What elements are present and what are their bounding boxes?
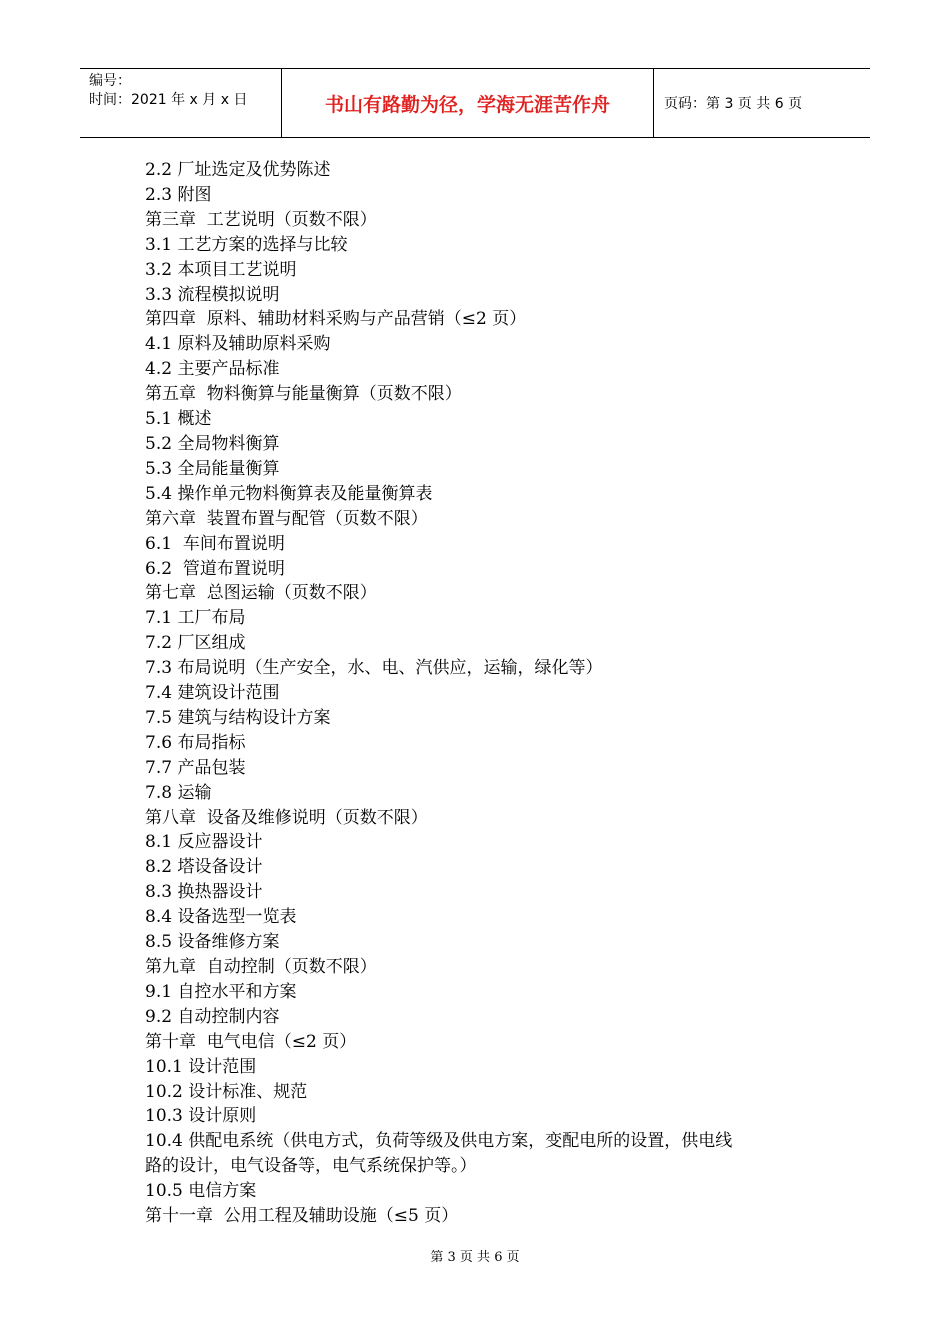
toc-line: 10.3 设计原则 xyxy=(145,1106,257,1127)
toc-line: 7.5 建筑与结构设计方案 xyxy=(145,707,331,728)
toc-line: 2.2 厂址选定及优势陈述 xyxy=(145,160,331,180)
toc-line: 第七章 总图运输（页数不限） xyxy=(145,583,377,604)
page-header xyxy=(80,68,870,138)
toc-line: 9.1 自控水平和方案 xyxy=(145,981,297,1002)
toc-line: 4.2 主要产品标准 xyxy=(145,359,280,380)
toc-line: 路的设计，电气设备等，电气系统保护等。） xyxy=(145,1156,477,1177)
toc-line: 5.2 全局物料衡算 xyxy=(145,433,280,454)
toc-line: 10.2 设计标准、规范 xyxy=(145,1081,308,1102)
toc-line: 10.1 设计范围 xyxy=(145,1056,257,1077)
toc-line: 6.2 管道布置说明 xyxy=(145,558,285,579)
toc-line: 7.3 布局说明（生产安全，水、电、汽供应，运输，绿化等） xyxy=(145,658,603,679)
toc-line: 第六章 装置布置与配管（页数不限） xyxy=(145,508,428,529)
toc-line: 8.5 设备维修方案 xyxy=(145,932,280,953)
header-left-cell xyxy=(80,69,282,137)
toc-line: 8.2 塔设备设计 xyxy=(145,857,263,878)
toc-line: 6.1 车间布置说明 xyxy=(145,533,285,554)
toc-line: 第九章 自动控制（页数不限） xyxy=(145,957,377,977)
toc-line: 10.5 电信方案 xyxy=(145,1181,257,1202)
toc-line: 7.1 工厂布局 xyxy=(145,608,246,629)
toc-line: 2.3 附图 xyxy=(145,184,212,205)
toc-line: 第五章 物料衡算与能量衡算（页数不限） xyxy=(145,384,462,405)
toc-line: 5.3 全局能量衡算 xyxy=(145,458,280,479)
toc-line: 第四章 原料、辅助材料采购与产品营销（≤2 页） xyxy=(145,309,527,330)
toc-line: 第八章 设备及维修说明（页数不限） xyxy=(145,807,428,828)
toc-line: 第十一章 公用工程及辅助设施（≤5 页） xyxy=(145,1206,459,1227)
toc-line: 8.4 设备选型一览表 xyxy=(145,907,297,928)
toc-line: 3.1 工艺方案的选择与比较 xyxy=(145,234,348,255)
toc-line: 7.7 产品包装 xyxy=(145,757,246,778)
toc-line: 7.8 运输 xyxy=(145,782,212,803)
header-page-info: 页码：第 3 页 共 6 页 xyxy=(664,96,803,112)
toc-line: 9.2 自动控制内容 xyxy=(145,1006,280,1027)
toc-line: 第三章 工艺说明（页数不限） xyxy=(145,209,377,230)
page-footer: 第 3 页 共 6 页 xyxy=(430,1250,520,1265)
toc-line: 第十章 电气电信（≤2 页） xyxy=(145,1031,357,1052)
time-label: 时间：2021 年 x 月 x 日 xyxy=(89,92,248,108)
toc-line: 7.2 厂区组成 xyxy=(145,633,246,654)
toc-line: 8.3 换热器设计 xyxy=(145,882,263,903)
toc-line: 3.3 流程模拟说明 xyxy=(145,284,280,305)
toc-line: 5.1 概述 xyxy=(145,409,212,430)
toc-line: 7.6 布局指标 xyxy=(145,732,246,753)
table-of-contents xyxy=(145,158,825,1229)
toc-line: 7.4 建筑设计范围 xyxy=(145,683,280,704)
header-motto: 书山有路勤为径，学海无涯苦作舟 xyxy=(282,69,654,137)
toc-line: 5.4 操作单元物料衡算表及能量衡算表 xyxy=(145,483,433,504)
number-label: 编号： xyxy=(89,73,131,89)
toc-line: 10.4 供配电系统（供电方式，负荷等级及供电方案，变配电所的设置，供电线 xyxy=(145,1131,733,1152)
toc-line: 8.1 反应器设计 xyxy=(145,832,263,853)
toc-line: 4.1 原料及辅助原料采购 xyxy=(145,334,331,355)
toc-line: 3.2 本项目工艺说明 xyxy=(145,259,297,280)
